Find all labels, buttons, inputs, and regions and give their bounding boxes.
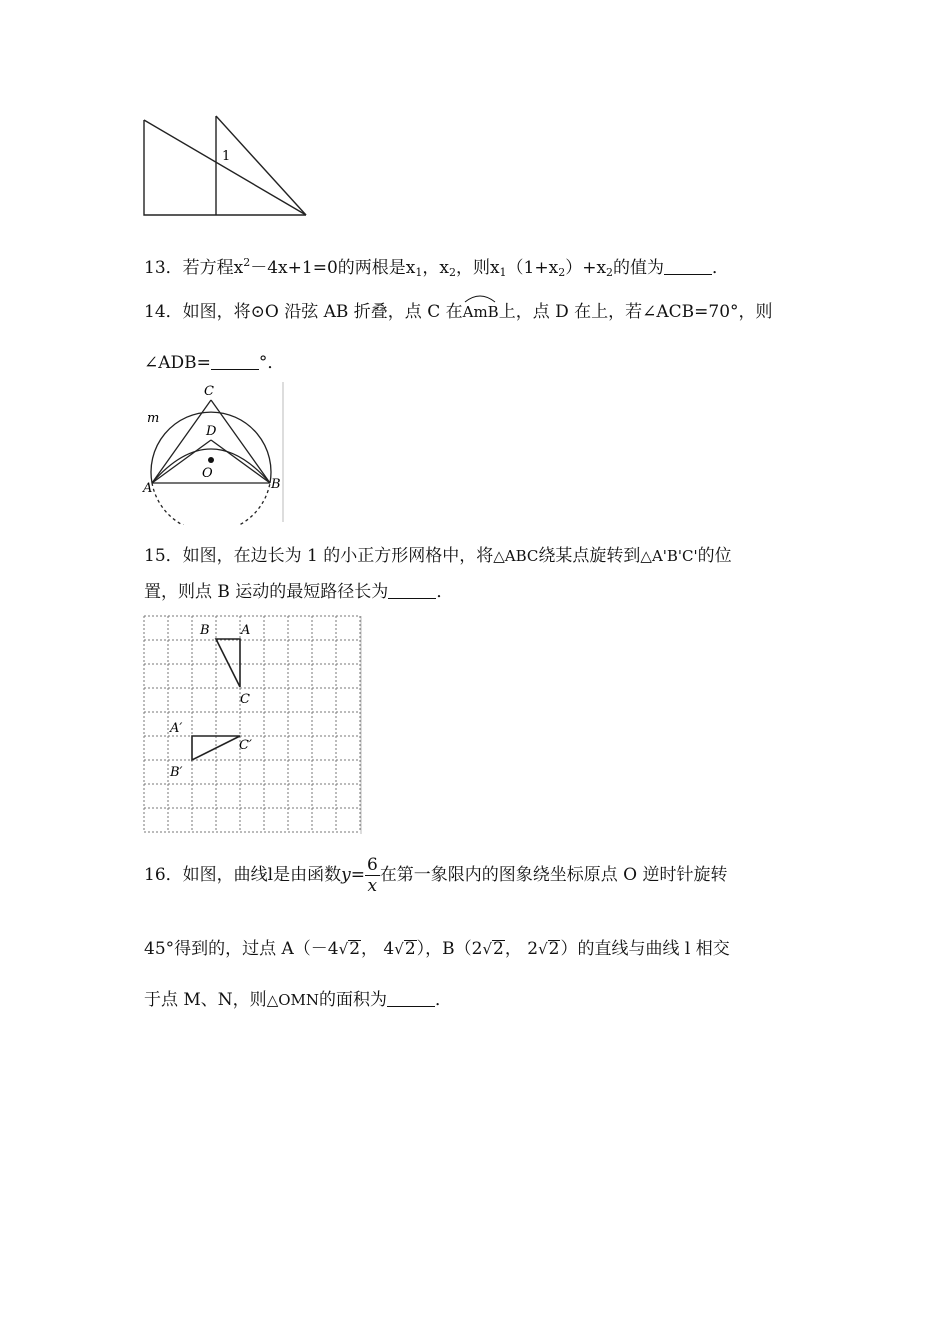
q14-number: 14．: [144, 302, 183, 322]
q15-triangle: △ABC: [493, 547, 539, 565]
q14-text-1: 如图，将⊙O 沿弦 AB 折叠，点 C 在: [182, 302, 463, 322]
q13-x2: x: [439, 258, 449, 278]
q13-answer-blank[interactable]: [664, 258, 712, 275]
q16-frac-num: 6: [366, 855, 378, 875]
angle-1-label: 1: [222, 149, 231, 164]
q15-triangle-2: △A'B'C': [640, 547, 698, 565]
q13-eq2: －4x+1=0: [250, 258, 338, 278]
q16-comma-2: ， 2: [504, 939, 539, 959]
q16-comma-1: ， 4: [361, 939, 395, 959]
q15-text-2: 绕某点旋转到: [538, 546, 641, 566]
arc-symbol-icon: [463, 293, 497, 303]
q14-text-3: ∠ADB=: [144, 353, 211, 373]
q16-frac-den: x: [367, 876, 378, 896]
q13-x1b-sub: 1: [499, 266, 507, 279]
question-16: [144, 853, 728, 897]
q13-plus: +x: [582, 258, 607, 278]
q13-comma: ，: [422, 258, 440, 278]
label-c: C: [204, 384, 214, 399]
label-o: O: [202, 466, 213, 481]
q13-text-4: 的值为: [613, 258, 665, 278]
q16-end: ．: [435, 990, 453, 1010]
q15-text-3: 的位: [697, 546, 732, 566]
question-16-line-2: 45°得到的，过点 A（－4√2， 4√2），B（2√2， 2√2）的直线与曲线 l 相交: [144, 939, 730, 959]
q14-text-2: 上，点 D 在上，若∠ACB=70°，则: [498, 302, 773, 322]
q14-text-4: °．: [258, 353, 285, 373]
q13-text-1: 若方程: [182, 258, 234, 278]
q13-text-3: ，则: [455, 258, 490, 278]
q16-text-2: 是由函数: [273, 865, 342, 885]
circle-lower-arc-dashed: [152, 483, 270, 525]
question-14: [144, 300, 773, 324]
q13-text-2: 的两根是: [337, 258, 406, 278]
q16-curve-l: l: [267, 865, 274, 885]
question-15: [144, 544, 732, 568]
segment-bd: [211, 440, 270, 483]
q15-answer-blank[interactable]: [388, 582, 436, 599]
q16-sqrt-1: 2: [349, 939, 361, 959]
q16-sqrt-2: 2: [404, 939, 416, 959]
figure-12: [140, 112, 315, 220]
q16-y: y: [341, 865, 351, 885]
q16-triangle: △OMN: [266, 991, 320, 1009]
right-hypotenuse: [216, 116, 306, 215]
label-b: B: [271, 477, 281, 492]
label-b: B: [200, 623, 210, 638]
figure-14: [140, 380, 288, 525]
left-hypotenuse: [144, 120, 306, 215]
label-c-prime: C′: [239, 738, 252, 753]
question-13: [144, 251, 729, 285]
label-a: A: [241, 623, 251, 638]
label-c: C: [240, 692, 250, 707]
question-14-line-2: [144, 351, 284, 375]
center-point-o: [208, 457, 214, 463]
q16-number: 16．: [144, 865, 183, 885]
q16-equals: =: [350, 865, 365, 885]
q13-plus-sub: 2: [606, 266, 614, 279]
q14-answer-blank[interactable]: [211, 353, 259, 370]
q13-x1b: x: [489, 258, 500, 278]
q15-number: 15．: [144, 546, 183, 566]
label-b-prime: B′: [170, 765, 183, 780]
q16-text-4: 45°得到的，过点 A（－4: [144, 939, 339, 959]
q16-text-3: 在第一象限内的图象绕坐标原点 O 逆时针旋转: [379, 865, 728, 885]
q16-text-1: 如图，曲线: [182, 865, 268, 885]
q13-x2-sub: 2: [448, 266, 456, 279]
q16-sqrt-3: 2: [493, 939, 504, 959]
triangle-abc: [216, 639, 240, 687]
q14-arc-amb: [463, 300, 499, 324]
question-16-line-3: [144, 988, 452, 1012]
q13-eq: x: [233, 258, 244, 278]
label-a-prime: A′: [170, 721, 183, 736]
figure-15-grid: [140, 614, 365, 836]
q14-arc-label: AmB: [462, 303, 499, 321]
label-a: A: [143, 481, 153, 496]
question-15-line-2: [144, 580, 453, 604]
q13-paren: （1+x: [506, 258, 559, 278]
q13-end: ．: [712, 258, 730, 278]
q16-sqrt-4: 2: [548, 939, 560, 959]
segment-bc: [211, 400, 270, 483]
q13-x1: x: [405, 258, 416, 278]
q16-text-8: 的面积为: [319, 990, 388, 1010]
q16-fraction: [365, 855, 380, 896]
q13-x1-sub: 1: [415, 266, 423, 279]
label-d: D: [206, 424, 217, 439]
q15-text-4: 置，则点 B 运动的最短路径长为: [144, 582, 389, 602]
q16-text-5: ），B（2: [416, 939, 483, 959]
q15-text-1: 如图，在边长为 1 的小正方形网格中，将: [182, 546, 494, 566]
label-m: m: [147, 411, 160, 426]
q16-text-7: 于点 M、N，则: [144, 990, 267, 1010]
q16-answer-blank[interactable]: [387, 990, 435, 1007]
q13-eq-sup: 2: [243, 256, 251, 269]
q13-number: 13．: [144, 258, 183, 278]
q16-text-6: ）的直线与曲线 l 相交: [560, 939, 730, 959]
q13-paren-close: ）: [565, 258, 583, 278]
q15-end: ．: [436, 582, 454, 602]
q13-paren-sub: 2: [558, 266, 566, 279]
